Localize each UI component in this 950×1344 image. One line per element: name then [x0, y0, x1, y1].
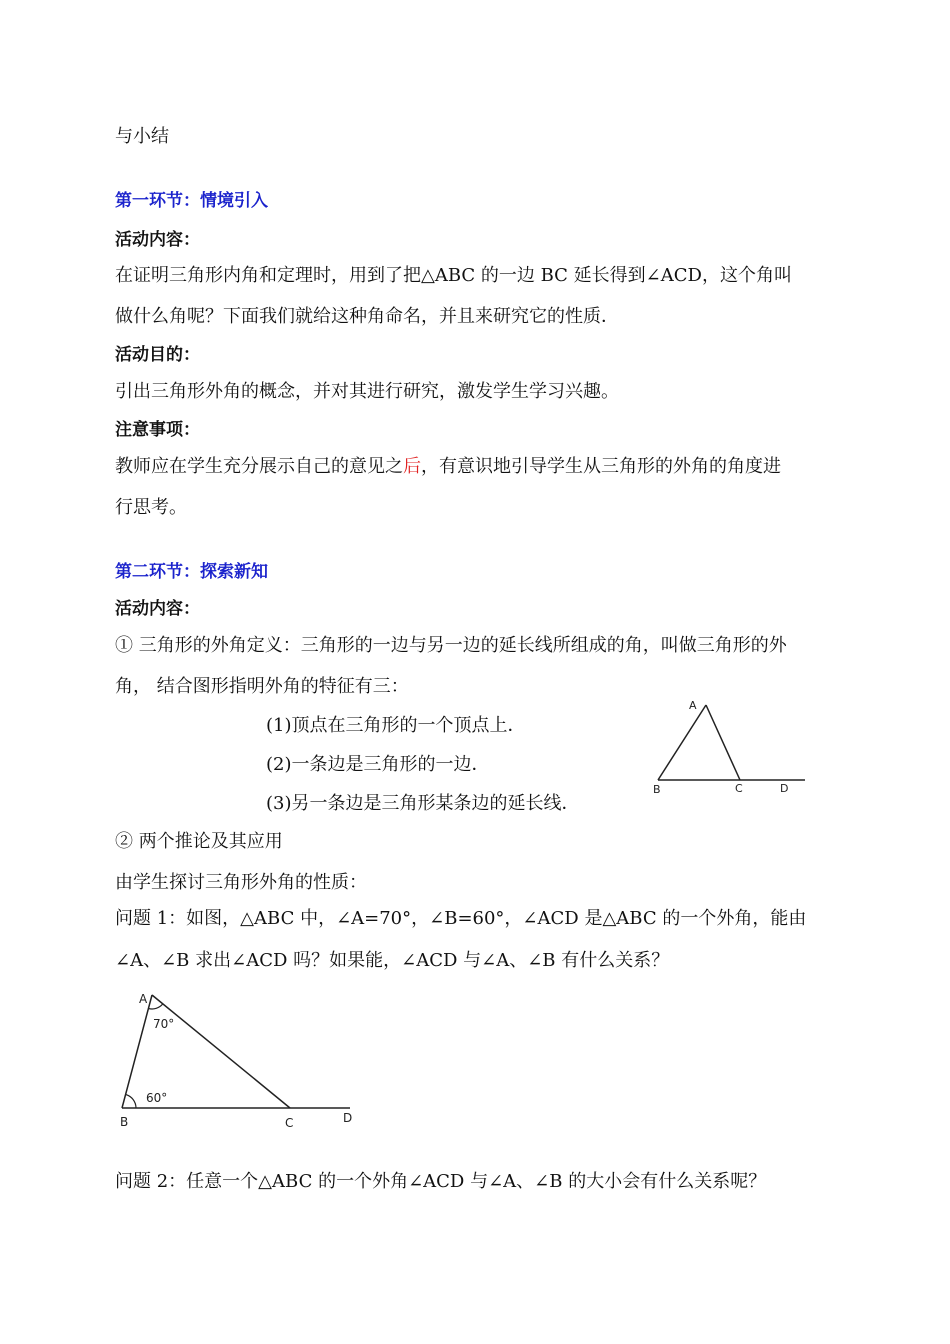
feature-3: (3)另一条边是三角形某条边的延长线．	[266, 793, 580, 814]
section2-content-label: 活动内容：	[115, 599, 200, 619]
label-a: A	[689, 699, 697, 712]
notes-text-red: 后	[403, 456, 421, 477]
feature-1: (1)顶点在三角形的一个顶点上．	[266, 715, 526, 736]
side-ac	[706, 705, 740, 780]
intro-tail: 与小结	[115, 126, 169, 147]
section1-notes-label: 注意事项：	[115, 420, 200, 440]
notes-text-a: 教师应在学生充分展示自己的意见之	[115, 456, 403, 477]
label-c: C	[285, 1116, 294, 1130]
triangle-figure-2	[110, 985, 370, 1135]
question1-line2: ∠A、∠B 求出∠ACD 吗？如果能，∠ACD 与∠A、∠B 有什么关系？	[115, 950, 670, 971]
side-ab	[658, 705, 706, 780]
question1-line1: 问题 1：如图，△ABC 中，∠A=70°，∠B=60°，∠ACD 是△ABC 的一个外角，能由	[115, 908, 807, 929]
question2: 问题 2：任意一个△ABC 的一个外角∠ACD 与∠A、∠B 的大小会有什么关系呢？	[115, 1171, 767, 1192]
section1-heading: 第一环节：情境引入	[115, 191, 268, 211]
label-d: D	[343, 1111, 353, 1125]
angle-b-value: 60°	[146, 1091, 168, 1105]
angle-a-arc	[148, 1004, 162, 1009]
angle-b-arc	[126, 1095, 136, 1109]
feature-2: (2)一条边是三角形的一边．	[266, 754, 490, 775]
section1-content-line1: 在证明三角形内角和定理时，用到了把△ABC 的一边 BC 延长得到∠ACD，这个角叫	[115, 265, 792, 286]
label-b: B	[653, 783, 661, 796]
definition-line2: 角， 结合图形指明外角的特征有三：	[115, 676, 409, 697]
section1-notes-line2: 行思考。	[115, 497, 187, 518]
triangle-figure-1	[645, 695, 815, 800]
section1-content-line2: 做什么角呢？下面我们就给这种角命名，并且来研究它的性质．	[115, 306, 619, 327]
section2-heading: 第二环节：探索新知	[115, 562, 268, 582]
section1-purpose-text: 引出三角形外角的概念，并对其进行研究，激发学生学习兴趣。	[115, 381, 619, 402]
corollary-heading: ② 两个推论及其应用	[115, 831, 283, 852]
section1-content-label: 活动内容：	[115, 230, 200, 250]
side-ac	[152, 995, 290, 1108]
notes-text-b: ，有意识地引导学生从三角形的外角的角度进	[421, 456, 781, 477]
explore-text: 由学生探讨三角形外角的性质：	[115, 872, 367, 893]
section1-purpose-label: 活动目的：	[115, 345, 200, 365]
label-a: A	[139, 992, 148, 1006]
label-d: D	[780, 782, 789, 795]
section1-notes-line1	[115, 455, 781, 479]
angle-a-value: 70°	[153, 1017, 175, 1031]
label-c: C	[735, 782, 743, 795]
definition-line1: ① 三角形的外角定义：三角形的一边与另一边的延长线所组成的角，叫做三角形的外	[115, 635, 787, 656]
label-b: B	[120, 1115, 129, 1129]
